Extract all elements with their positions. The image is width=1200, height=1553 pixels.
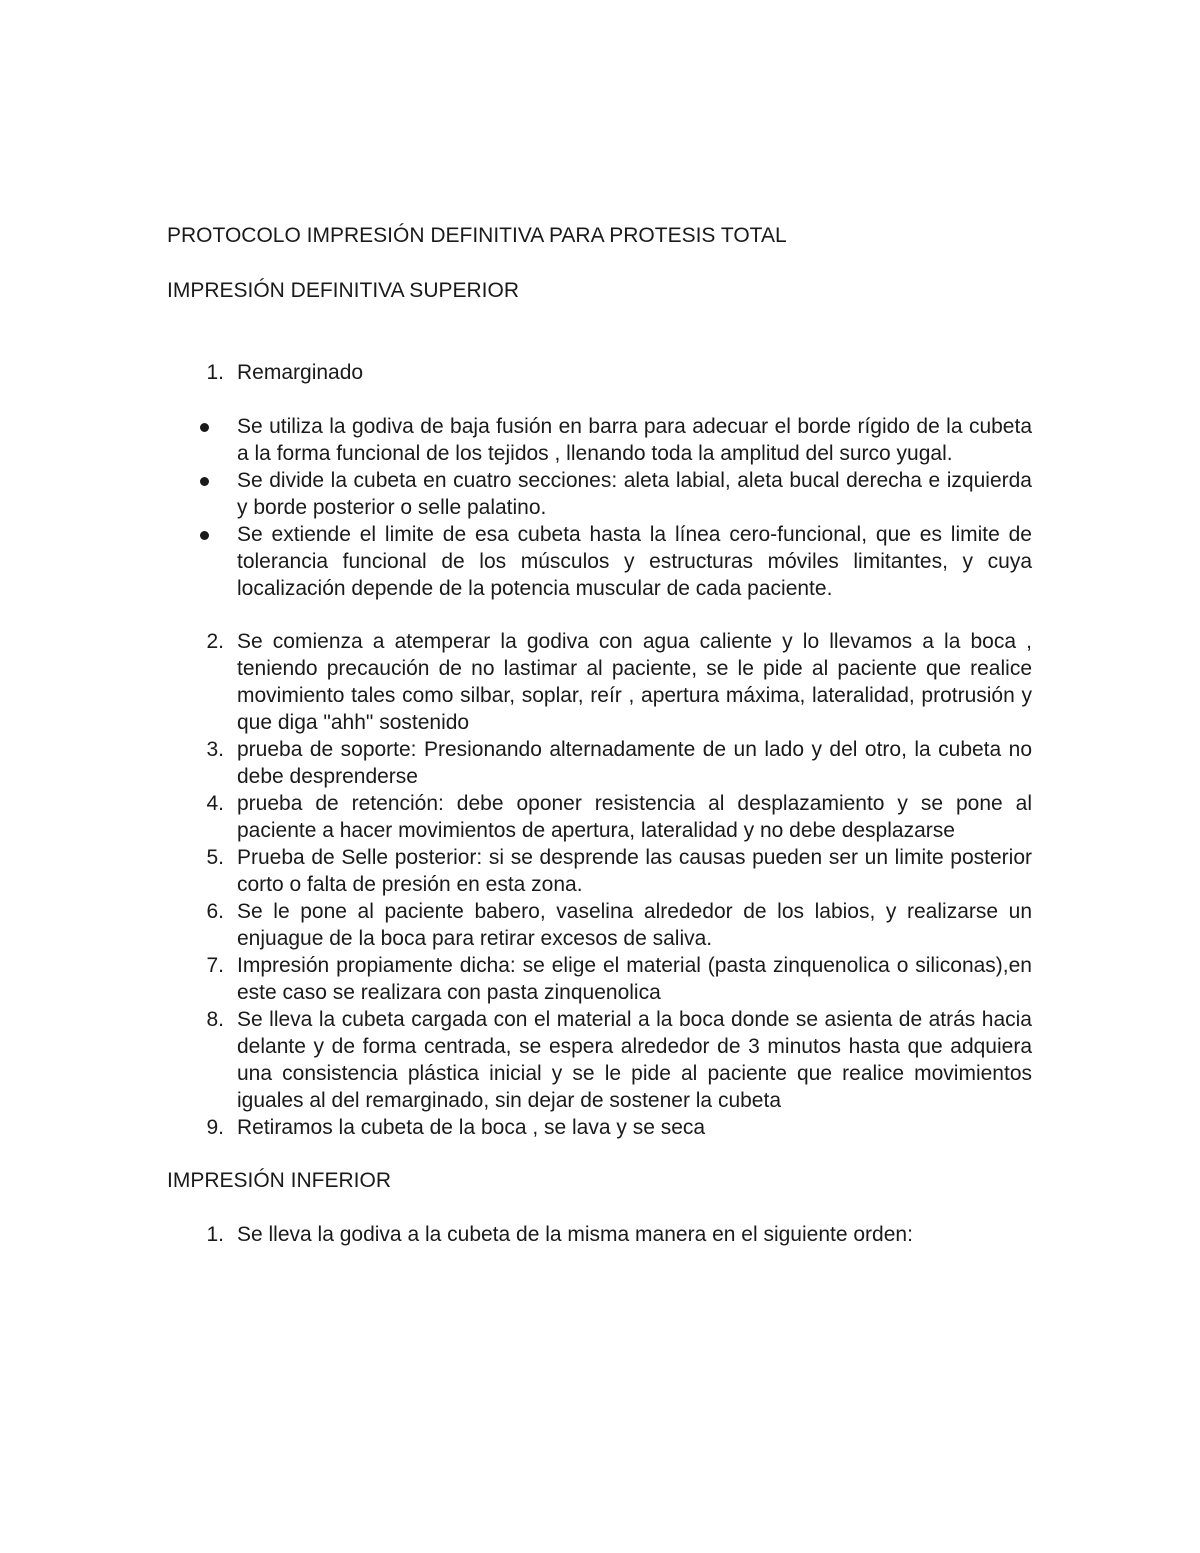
list-item-text: Retiramos la cubeta de la boca , se lava y se seca [237, 1116, 706, 1139]
list-number: 5. [206, 846, 224, 869]
list-item [167, 1221, 1032, 1248]
bullet-list-remarginado [167, 413, 1032, 602]
list-item-text: Se le pone al paciente babero, vaselina alrededor de los labios, y realizarse un enjuague de la boca para retirar excesos de saliva. [237, 900, 1032, 950]
list-item [167, 952, 1032, 1006]
document-page [167, 222, 1032, 1248]
list-item [167, 898, 1032, 952]
bullet-item-text: Se extiende el limite de esa cubeta hasta la línea cero-funcional, que es limite de tolerancia funcional de los músculos y estructuras móviles limitantes, y cuya localización depende de la potencia muscular de cada paciente. [237, 523, 1032, 600]
bullet-item [167, 467, 1032, 521]
list-item-text: Se comienza a atemperar la godiva con agua caliente y lo llevamos a la boca , teniendo precaución de no lastimar al paciente, se le pide al paciente que realice movimiento tales como silbar, soplar, reír , apertura máxima, lateralidad, protrusión y que diga "ahh" sostenido [237, 630, 1032, 734]
list-item [167, 1006, 1032, 1114]
bullet-icon [200, 531, 209, 540]
list-item [167, 1114, 1032, 1141]
list-number: 2. [206, 630, 224, 653]
list-number: 3. [206, 738, 224, 761]
list-number: 9. [206, 1116, 224, 1139]
bullet-icon [200, 423, 209, 432]
list-item-text: Se lleva la godiva a la cubeta de la misma manera en el siguiente orden: [237, 1223, 913, 1246]
numbered-list-superior-start [167, 359, 1032, 386]
list-number: 8. [206, 1008, 224, 1031]
list-item [167, 628, 1032, 736]
list-item-text: Se lleva la cubeta cargada con el material a la boca donde se asienta de atrás hacia delante y de forma centrada, se espera alrededor de 3 minutos hasta que adquiera una consistencia plástica inicial y se le pide al paciente que realice movimientos iguales al del remarginado, sin dejar de sostener la cubeta [237, 1008, 1032, 1112]
bullet-icon [200, 477, 209, 486]
section-heading-superior: IMPRESIÓN DEFINITIVA SUPERIOR [167, 279, 519, 302]
document-title: PROTOCOLO IMPRESIÓN DEFINITIVA PARA PROTESIS TOTAL [167, 224, 787, 247]
bullet-item [167, 521, 1032, 602]
list-item [167, 359, 1032, 386]
section-heading-inferior: IMPRESIÓN INFERIOR [167, 1169, 392, 1192]
list-item-text: prueba de retención: debe oponer resistencia al desplazamiento y se pone al paciente a hacer movimientos de apertura, lateralidad y no debe desplazarse [237, 792, 1032, 842]
list-item [167, 790, 1032, 844]
bullet-item [167, 413, 1032, 467]
list-number: 4. [206, 792, 224, 815]
list-item [167, 736, 1032, 790]
list-item-text: prueba de soporte: Presionando alternadamente de un lado y del otro, la cubeta no debe desprenderse [237, 738, 1032, 788]
list-number: 6. [206, 900, 224, 923]
list-number: 7. [206, 954, 224, 977]
bullet-item-text: Se divide la cubeta en cuatro secciones: aleta labial, aleta bucal derecha e izquierda y borde posterior o selle palatino. [237, 469, 1032, 519]
numbered-list-superior-steps [167, 628, 1032, 1141]
list-item-text: Remarginado [237, 361, 364, 384]
bullet-item-text: Se utiliza la godiva de baja fusión en barra para adecuar el borde rígido de la cubeta a la forma funcional de los tejidos , llenando toda la amplitud del surco yugal. [237, 415, 1032, 465]
list-number: 1. [206, 1223, 224, 1246]
list-item-text: Prueba de Selle posterior: si se desprende las causas pueden ser un limite posterior corto o falta de presión en esta zona. [237, 846, 1032, 896]
list-item-text: Impresión propiamente dicha: se elige el material (pasta zinquenolica o siliconas),en este caso se realizara con pasta zinquenolica [237, 954, 1032, 1004]
numbered-list-inferior [167, 1221, 1032, 1248]
list-item [167, 844, 1032, 898]
list-number: 1. [206, 361, 224, 384]
